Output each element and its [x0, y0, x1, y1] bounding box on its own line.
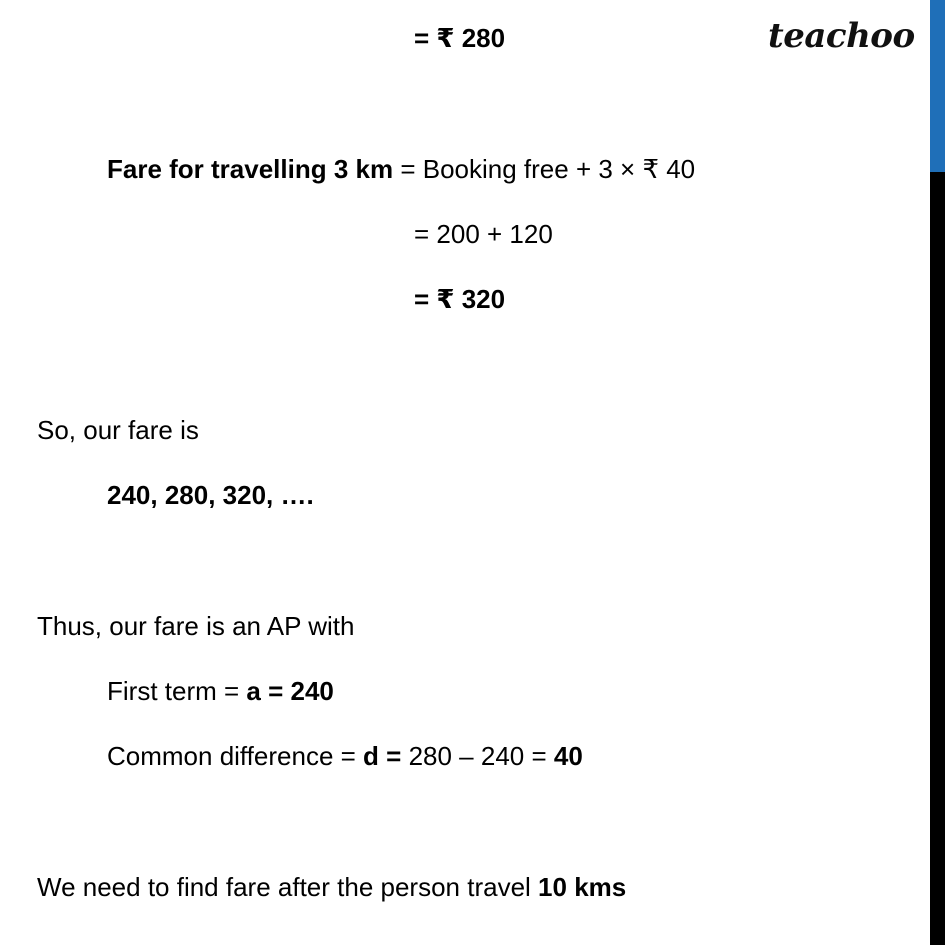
difference-value: 40 — [553, 741, 583, 771]
first-term-value: a = 240 — [246, 676, 334, 706]
thus-ap-text: Thus, our fare is an AP with — [37, 611, 355, 641]
difference-expression: 280 – 240 = — [401, 741, 554, 771]
scrollbar-thumb[interactable] — [930, 0, 945, 172]
so-fare-text: So, our fare is — [37, 415, 199, 445]
fare-sequence: 240, 280, 320, …. — [107, 480, 314, 510]
first-term-label: First term = — [107, 676, 247, 706]
distance-value: 10 kms — [538, 872, 627, 902]
d-symbol: d = — [363, 741, 402, 771]
fare-3km-line — [107, 153, 695, 185]
teachoo-logo: teachoo — [768, 16, 915, 56]
fare-3km-expression: = Booking free + 3 × ₹ 40 — [393, 154, 696, 184]
result-320: = ₹ 320 — [414, 284, 506, 314]
need-fare-text: We need to find fare after the person travel — [37, 872, 539, 902]
sum-line: = 200 + 120 — [414, 219, 553, 249]
common-difference-line — [107, 740, 583, 772]
common-difference-label: Common difference = — [107, 741, 364, 771]
vertical-scrollbar[interactable] — [930, 0, 945, 945]
result-280: = ₹ 280 — [414, 23, 506, 53]
fare-3km-label: Fare for travelling 3 km — [107, 154, 394, 184]
first-term-line — [107, 675, 334, 707]
need-fare-line — [37, 871, 626, 903]
